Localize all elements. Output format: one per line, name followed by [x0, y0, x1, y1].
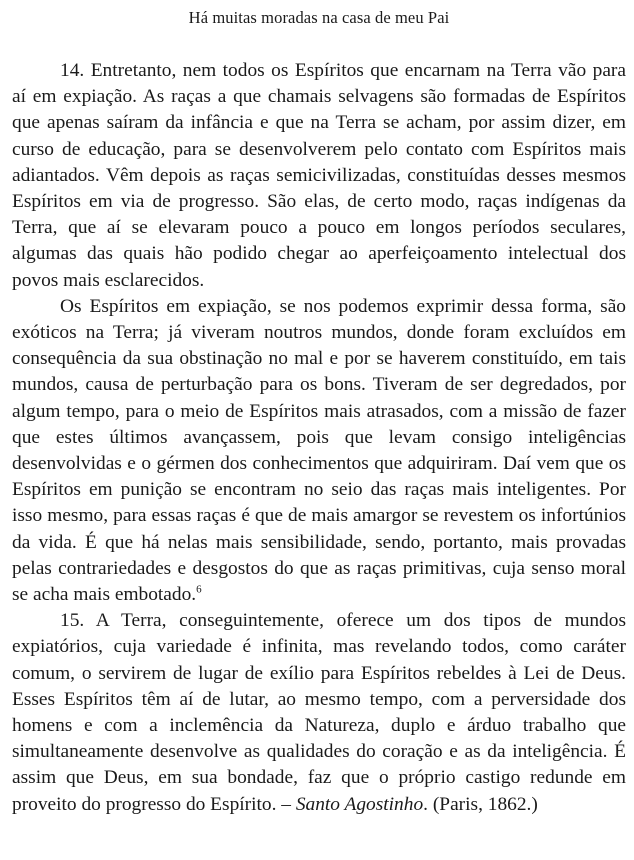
running-head: Há muitas moradas na casa de meu Pai	[188, 8, 450, 27]
footnote-marker[interactable]: 6	[196, 583, 202, 596]
paragraph-14-text: 14. Entretanto, nem todos os Espíritos que encarnam na Terra vão para aí em expiação. As raças a que chamais selvagens são formadas de Espíritos que apenas saíram da infância e que na Terra se acham, por assim dizer, em curso de educação, para se desenvolverem pelo contato com Espíritos mais adiantados. Vêm depois as raças semicivilizadas, constituídas desses mesmos Espíritos em via de progresso. São elas, de certo modo, raças indígenas da Terra, que aí se elevaram pouco a pouco em longos períodos seculares, algumas das quais hão podido chegar ao aperfeiçoamento intelectual dos povos mais esclarecidos.	[12, 60, 626, 291]
paragraph-14	[12, 58, 626, 294]
paragraph-expiation-text: Os Espíritos em expiação, se nos podemos exprimir dessa forma, são exóticos na Terra; já viveram noutros mundos, donde foram excluídos em consequência da sua obstinação no mal e por se haverem constituído, em tais mundos, causa de perturbação para os bons. Tiveram de ser degredados, por algum tempo, para o meio de Espíritos mais atrasados, com a missão de fazer que estes últimos avançassem, pois que levam consigo inteligências desenvolvidas e o gérmen dos conhecimentos que adquiriram. Daí vem que os Espíritos em punição se encontram no seio das raças mais inteligentes. Por isso mesmo, para essas raças é que de mais amargor se revestem os infortúnios da vida. É que há nelas mais sensibilidade, sendo, portanto, mais provadas pelas contrariedades e desgostos do que as raças primitivas, cuja senso moral se acha mais embotado.	[12, 295, 626, 606]
paragraph-15-text: 15. A Terra, conseguintemente, oferece um dos tipos de mundos expiatórios, cuja variedade é infinita, mas revelando todos, como caráter comum, o servirem de lugar de exílio para Espíritos rebeldes à Lei de Deus. Esses Espíritos têm aí de lutar, ao mesmo tempo, com a perversidade dos homens e com a inclemência da Natureza, duplo e árduo trabalho que simultaneamente desenvolve as qualidades do coração e as da inteligência. É assim que Deus, em sua bondade, faz que o próprio castigo redunde em proveito do progresso do Espírito. –	[12, 610, 626, 815]
book-page	[12, 0, 626, 818]
paragraph-expiation	[12, 294, 626, 608]
paragraph-15	[12, 608, 626, 818]
source-citation: . (Paris, 1862.)	[423, 793, 538, 815]
author-attribution: Santo Agostinho	[295, 793, 424, 815]
